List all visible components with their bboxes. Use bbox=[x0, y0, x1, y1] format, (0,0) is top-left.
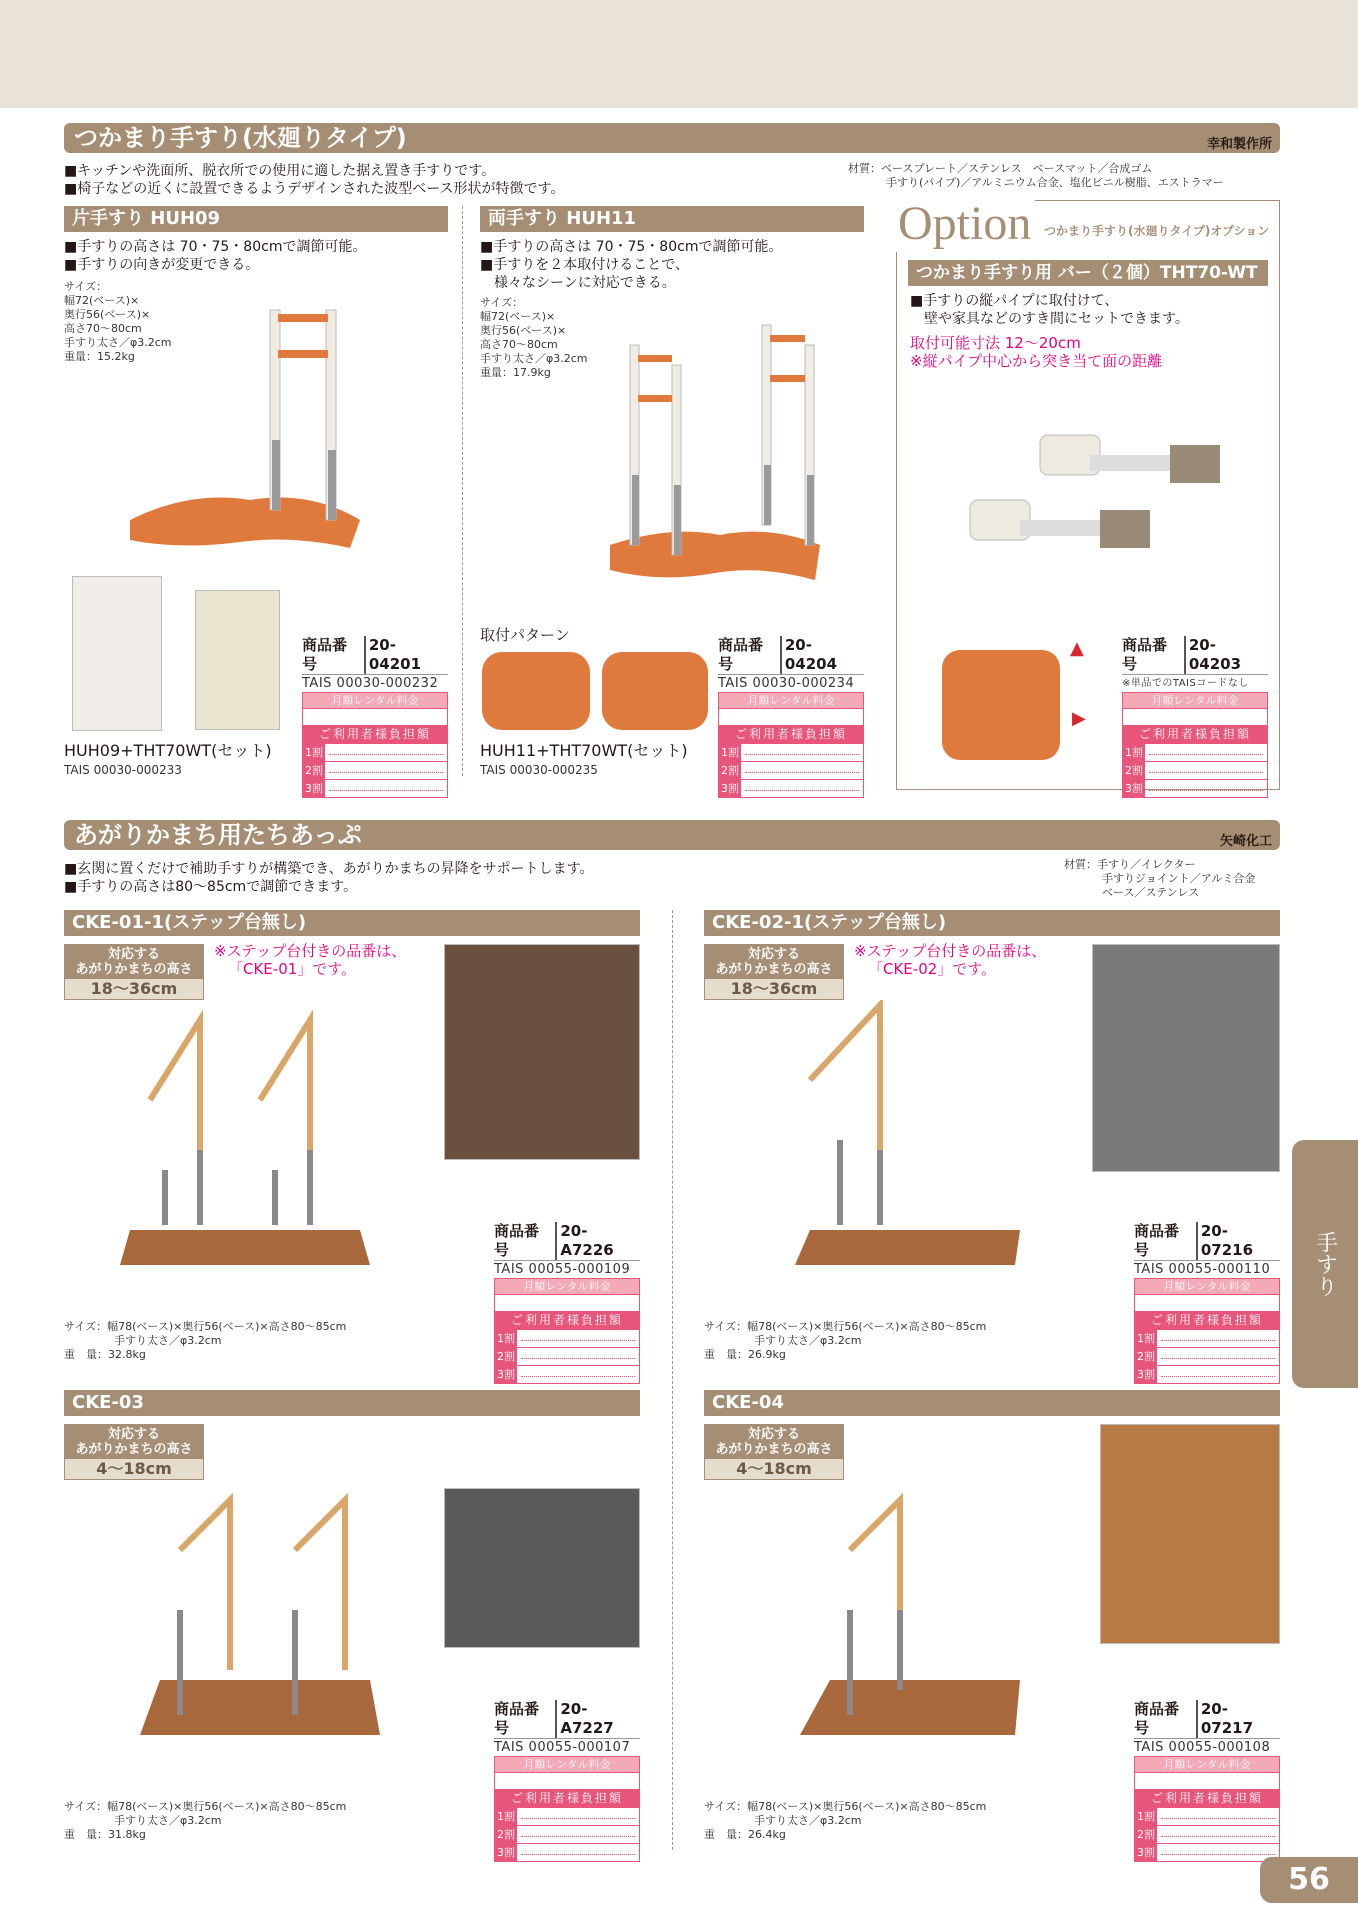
cke02-header: CKE-02-1(ステップ台無し) bbox=[704, 910, 1280, 936]
huh09-chair-image bbox=[195, 590, 280, 730]
section2-material: 材質：手すり／イレクター 手すりジョイント／アルミ合金 ベース／ステンレス bbox=[1064, 858, 1256, 899]
option-note: ※縦パイプ中心から突き当て面の距離 bbox=[910, 352, 1163, 370]
pattern-image-2 bbox=[602, 652, 708, 730]
cke03-height-badge: 対応する あがりかまちの高さ 4～18cm bbox=[64, 1424, 204, 1480]
huh11-bullets: ■手すりの高さは 70・75・80cmで調節可能。 ■手すりを２本取付けることで、 様々なシーンに対応できる。 bbox=[480, 239, 783, 291]
option-usage-image bbox=[942, 650, 1060, 760]
option-caption: つかまり手すり(水廻りタイプ)オプション bbox=[1044, 224, 1270, 238]
maker2-name: 矢崎化工 bbox=[1219, 834, 1272, 849]
huh09-bullets: ■手すりの高さは 70・75・80cmで調節可能。 ■手すりの向きが変更できる。 bbox=[64, 239, 367, 273]
huh09-product-image bbox=[110, 300, 370, 550]
arrow-right-icon: ▶ bbox=[1072, 708, 1086, 729]
section2-title: あがりかまち用たちあっぷ bbox=[74, 821, 362, 849]
section-bullets: ■キッチンや洗面所、脱衣所での使用に適した据え置き手すりです。 ■椅子などの近くに設置できるようデザインされた波型ベース形状が特徴です。 bbox=[64, 163, 565, 197]
huh11-set-name: HUH11+THT70WT(セット) bbox=[480, 741, 688, 760]
material-info: 材質：ベースプレート／ステンレス ベースマット／合成ゴム 手すり(パイプ)／アルミニウム合金、塩化ビニル樹脂、エストラマー bbox=[848, 162, 1224, 189]
cke03-product-image bbox=[130, 1490, 390, 1760]
cke04-header: CKE-04 bbox=[704, 1390, 1280, 1416]
cke02-scene-photo bbox=[1092, 944, 1280, 1172]
pattern-image-1 bbox=[482, 652, 590, 730]
cke01-height-badge: 対応する あがりかまちの高さ 18～36cm bbox=[64, 944, 204, 1000]
side-tab[interactable]: 手すり bbox=[1292, 1140, 1358, 1388]
huh11-header: 両手すり HUH11 bbox=[480, 206, 864, 232]
huh11-spec: サイズ： 幅72(ベース)× 奥行56(ベース)× 高さ70～80cm 手すり太さ／φ3.2cm 重量：17.9kg bbox=[480, 296, 588, 379]
section-title: つかまり手すり(水廻りタイプ) bbox=[74, 124, 407, 152]
divider-2 bbox=[672, 910, 673, 1850]
option-range: 取付可能寸法 12～20cm bbox=[910, 334, 1081, 352]
code-box-cke01: 商品番号 20-A7226 TAIS 00055-000109 月額レンタル料金 ご利用者様負担額 1割 2割 3割 bbox=[494, 1222, 640, 1384]
cke02-spec: サイズ：幅78(ベース)×奥行56(ベース)×高さ80～85cm 手すり太さ／φ3.2cm 重 量：26.9kg bbox=[704, 1320, 987, 1361]
huh11-product-image bbox=[600, 315, 840, 585]
cke03-header: CKE-03 bbox=[64, 1390, 640, 1416]
cke01-scene-photo bbox=[444, 944, 640, 1160]
code-box-cke03: 商品番号 20-A7227 TAIS 00055-000107 月額レンタル料金 ご利用者様負担額 1割 2割 3割 bbox=[494, 1700, 640, 1862]
huh11-pattern-label: 取付パターン bbox=[480, 626, 570, 644]
cke04-spec: サイズ：幅78(ベース)×奥行56(ベース)×高さ80～85cm 手すり太さ／φ3.2cm 重 量：26.4kg bbox=[704, 1800, 987, 1841]
arrow-up-icon: ▲ bbox=[1070, 638, 1084, 659]
divider bbox=[462, 206, 463, 776]
huh11-set-tais: TAIS 00030-000235 bbox=[480, 763, 598, 777]
section2-bullets: ■玄関に置くだけで補助手すりが構築でき、あがりかまちの昇降をサポートします。 ■手すりの高さは80～85cmで調節できます。 bbox=[64, 861, 594, 895]
cke03-spec: サイズ：幅78(ベース)×奥行56(ベース)×高さ80～85cm 手すり太さ／φ3.2cm 重 量：31.8kg bbox=[64, 1800, 347, 1841]
huh09-set-tais: TAIS 00030-000233 bbox=[64, 763, 182, 777]
top-band bbox=[0, 0, 1358, 108]
huh09-header: 片手すり HUH09 bbox=[64, 206, 448, 232]
code-box-cke02: 商品番号 20-07216 TAIS 00055-000110 月額レンタル料金 ご利用者様負担額 1割 2割 3割 bbox=[1134, 1222, 1280, 1384]
huh09-set-name: HUH09+THT70WT(セット) bbox=[64, 741, 272, 760]
cke04-height-badge: 対応する あがりかまちの高さ 4～18cm bbox=[704, 1424, 844, 1480]
option-logo: Option bbox=[894, 196, 1035, 252]
option-bar-image bbox=[960, 420, 1230, 580]
section2-title-bar bbox=[64, 820, 1280, 850]
cke01-spec: サイズ：幅78(ベース)×奥行56(ベース)×高さ80～85cm 手すり太さ／φ3.2cm 重 量：32.8kg bbox=[64, 1320, 347, 1361]
cke04-product-image bbox=[790, 1490, 1030, 1760]
code-box-cke04: 商品番号 20-07217 TAIS 00055-000108 月額レンタル料金 ご利用者様負担額 1割 2割 3割 bbox=[1134, 1700, 1280, 1862]
option-header: つかまり手すり用 バー（２個）THT70-WT bbox=[908, 260, 1268, 286]
page-number: 56 bbox=[1260, 1857, 1358, 1903]
cke02-product-image bbox=[790, 1000, 1030, 1270]
cke02-note: ※ステップ台付きの品番は、 「CKE-02」です。 bbox=[854, 942, 1047, 978]
huh09-toilet-image bbox=[72, 576, 162, 731]
code-box-huh11: 商品番号 20-04204 TAIS 00030-000234 月額レンタル料金 ご利用者様負担額 1割 2割 3割 bbox=[718, 636, 864, 798]
option-bullets: ■手すりの縦パイプに取付けて、 壁や家具などのすき間にセットできます。 bbox=[910, 293, 1189, 327]
cke03-scene-photo bbox=[444, 1488, 640, 1648]
cke01-header: CKE-01-1(ステップ台無し) bbox=[64, 910, 640, 936]
section-title-bar bbox=[64, 123, 1280, 153]
cke02-height-badge: 対応する あがりかまちの高さ 18～36cm bbox=[704, 944, 844, 1000]
code-box-option: 商品番号 20-04203 ※単品でのTAISコードなし 月額レンタル料金 ご利用者様負担額 1割 2割 3割 bbox=[1122, 636, 1268, 798]
cke01-note: ※ステップ台付きの品番は、 「CKE-01」です。 bbox=[214, 942, 407, 978]
code-box-huh09: 商品番号 20-04201 TAIS 00030-000232 月額レンタル料金 ご利用者様負担額 1割 2割 3割 bbox=[302, 636, 448, 798]
maker-name: 幸和製作所 bbox=[1206, 137, 1272, 152]
huh09-spec: サイズ： 幅72(ベース)× 奥行56(ベース)× 高さ70～80cm 手すり太さ／φ3.2cm 重量：15.2kg bbox=[64, 280, 172, 363]
cke04-scene-photo bbox=[1100, 1424, 1280, 1644]
cke01-product-image bbox=[120, 1000, 380, 1270]
